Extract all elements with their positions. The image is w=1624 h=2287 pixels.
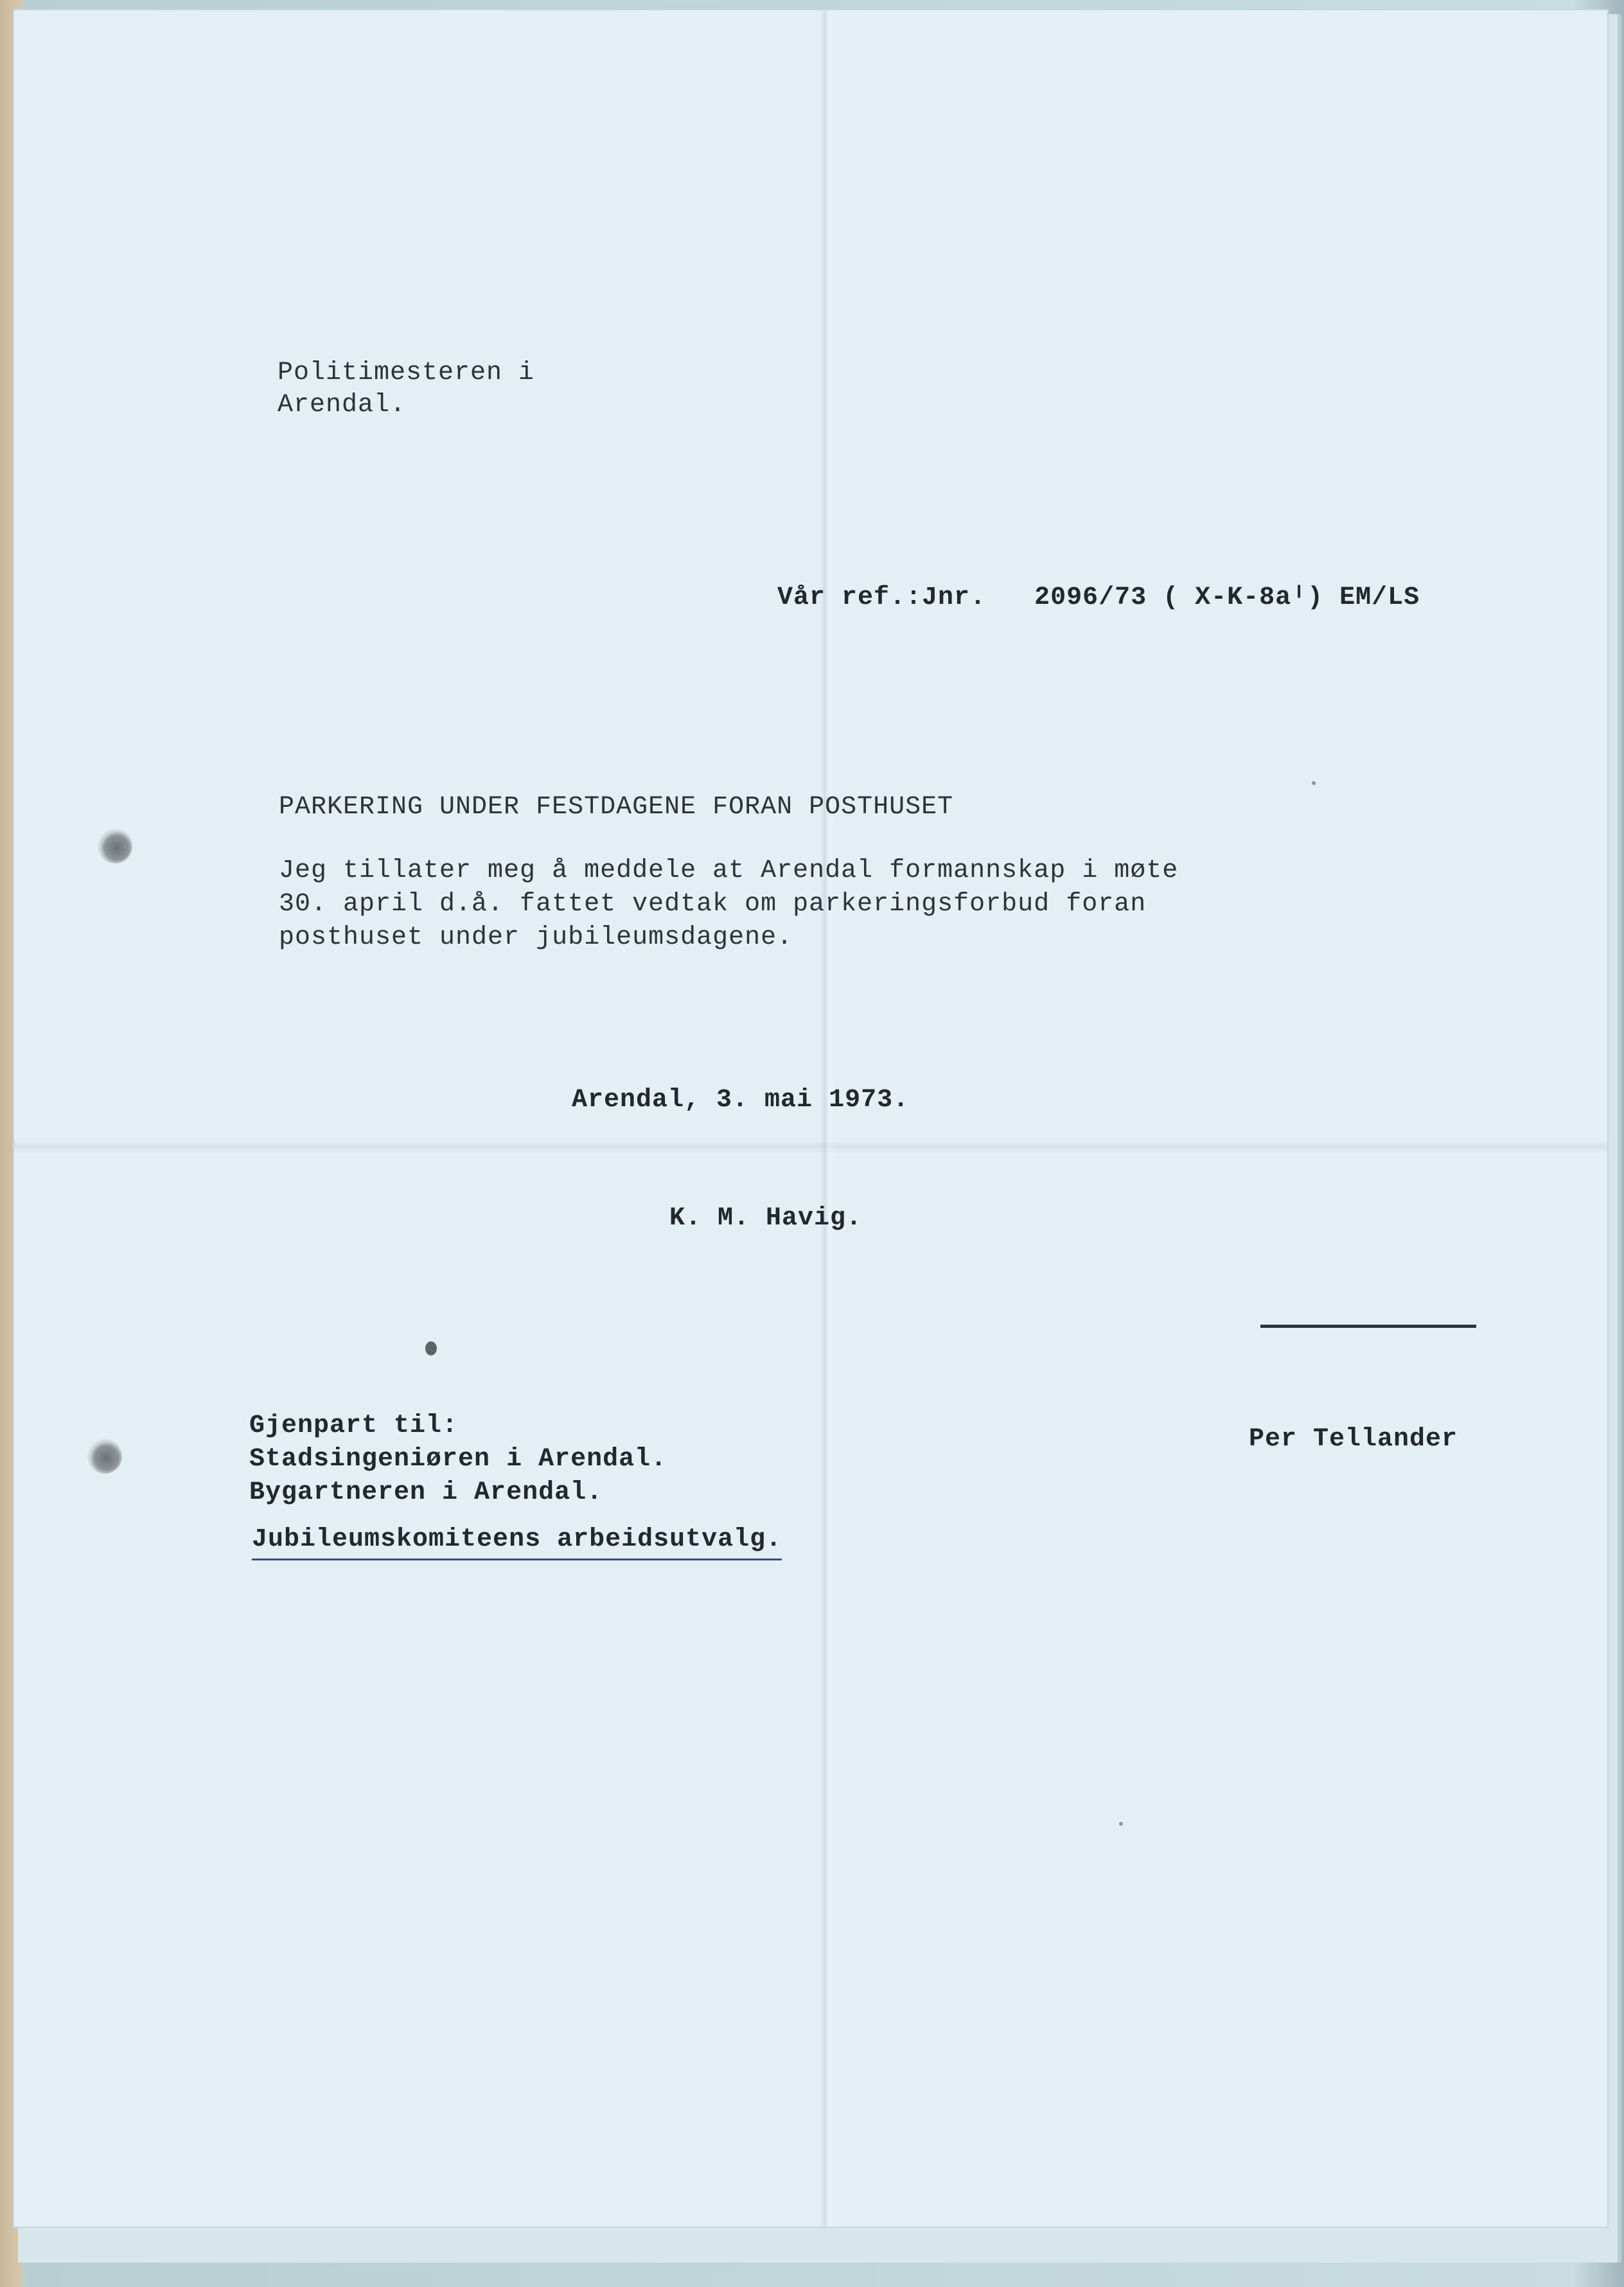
ink-spot	[425, 1341, 437, 1355]
contact-person: Per Tellander	[1249, 1425, 1458, 1454]
paper-speck	[1119, 1822, 1123, 1826]
letter-subject: PARKERING UNDER FESTDAGENE FORAN POSTHUSET	[279, 793, 954, 822]
letter-body: Jeg tillater meg å meddele at Arendal formannskap i møte 30. april d.å. fattet vedtak om parkeringsforbud foran posthuset under jubileumsdagene.	[279, 856, 1179, 952]
place-date: Arendal, 3. mai 1973.	[572, 1086, 910, 1115]
copy-recipient-underlined: Jubileumskomiteens arbeidsutvalg.	[252, 1524, 782, 1560]
signer-name: K. M. Havig.	[669, 1204, 863, 1233]
recipient-address: Politimesteren i Arendal.	[278, 358, 535, 419]
signature-line	[1260, 1325, 1476, 1328]
punch-hole	[87, 1439, 122, 1474]
punch-hole	[98, 829, 132, 863]
reference-number: Vår ref.:Jnr. 2096/73 ( X-K-8aᴵ) EM/LS	[777, 583, 1420, 612]
letter-page	[14, 10, 1607, 2227]
paper-speck	[1312, 781, 1316, 785]
copy-recipients: Gjenpart til: Stadsingeniøren i Arendal. Bygartneren i Arendal.	[249, 1411, 667, 1507]
